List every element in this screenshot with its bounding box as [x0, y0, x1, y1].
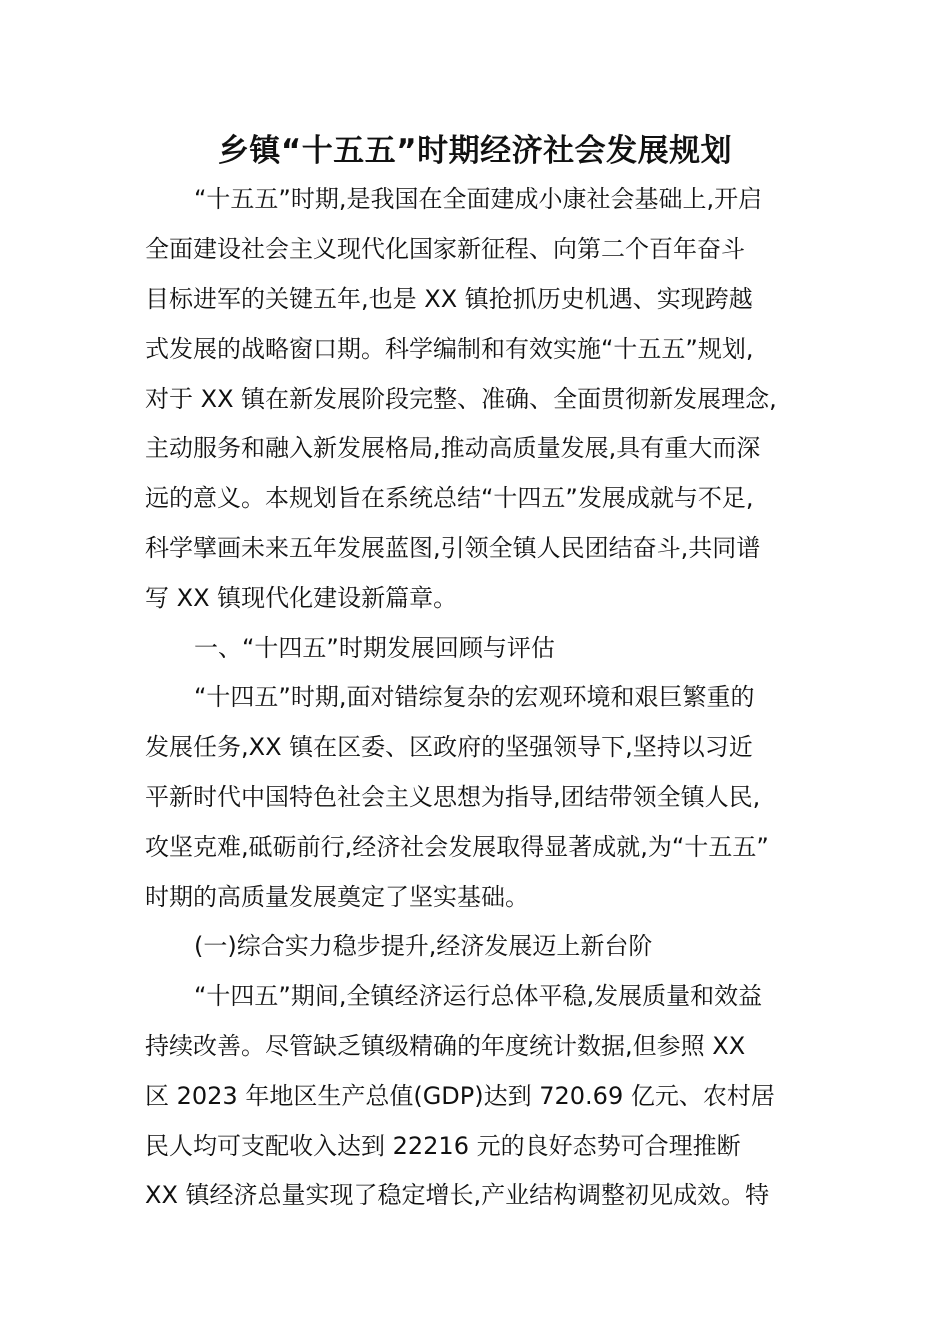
- paragraph-line: 全面建设社会主义现代化国家新征程、向第二个百年奋斗: [145, 235, 745, 263]
- paragraph-line: “十五五”时期,是我国在全面建成小康社会基础上,开启: [194, 185, 763, 213]
- paragraph-line: 攻坚克难,砥砺前行,经济社会发展取得显著成就,为“十五五”: [145, 833, 769, 861]
- paragraph-line: 区 2023 年地区生产总值(GDP)达到 720.69 亿元、农村居: [145, 1082, 775, 1110]
- paragraph-line: XX 镇经济总量实现了稳定增长,产业结构调整初见成效。特: [145, 1181, 770, 1209]
- paragraph-line: 对于 XX 镇在新发展阶段完整、准确、全面贯彻新发展理念,: [145, 385, 777, 413]
- document-title: 乡镇“十五五”时期经济社会发展规划: [217, 133, 733, 169]
- paragraph-line: “十四五”期间,全镇经济运行总体平稳,发展质量和效益: [194, 982, 763, 1010]
- paragraph-line: 民人均可支配收入达到 22216 元的良好态势可合理推断: [145, 1132, 741, 1160]
- paragraph-line: 写 XX 镇现代化建设新篇章。: [145, 584, 458, 612]
- paragraph-line: 时期的高质量发展奠定了坚实基础。: [145, 883, 529, 911]
- paragraph-line: “十四五”时期,面对错综复杂的宏观环境和艰巨繁重的: [194, 683, 755, 711]
- section-heading: 一、“十四五”时期发展回顾与评估: [194, 634, 555, 662]
- paragraph-line: 科学擘画未来五年发展蓝图,引领全镇人民团结奋斗,共同谱: [145, 534, 761, 562]
- subsection-heading: (一)综合实力稳步提升,经济发展迈上新台阶: [194, 932, 653, 960]
- paragraph-line: 平新时代中国特色社会主义思想为指导,团结带领全镇人民,: [145, 783, 761, 811]
- paragraph-line: 远的意义。本规划旨在系统总结“十四五”发展成就与不足,: [145, 484, 754, 512]
- paragraph-line: 持续改善。尽管缺乏镇级精确的年度统计数据,但参照 XX: [145, 1032, 746, 1060]
- paragraph-line: 主动服务和融入新发展格局,推动高质量发展,具有重大而深: [145, 434, 761, 462]
- paragraph-line: 发展任务,XX 镇在区委、区政府的坚强领导下,坚持以习近: [145, 733, 753, 761]
- paragraph-line: 式发展的战略窗口期。科学编制和有效实施“十五五”规划,: [145, 335, 754, 363]
- paragraph-line: 目标进军的关键五年,也是 XX 镇抢抓历史机遇、实现跨越: [145, 285, 753, 313]
